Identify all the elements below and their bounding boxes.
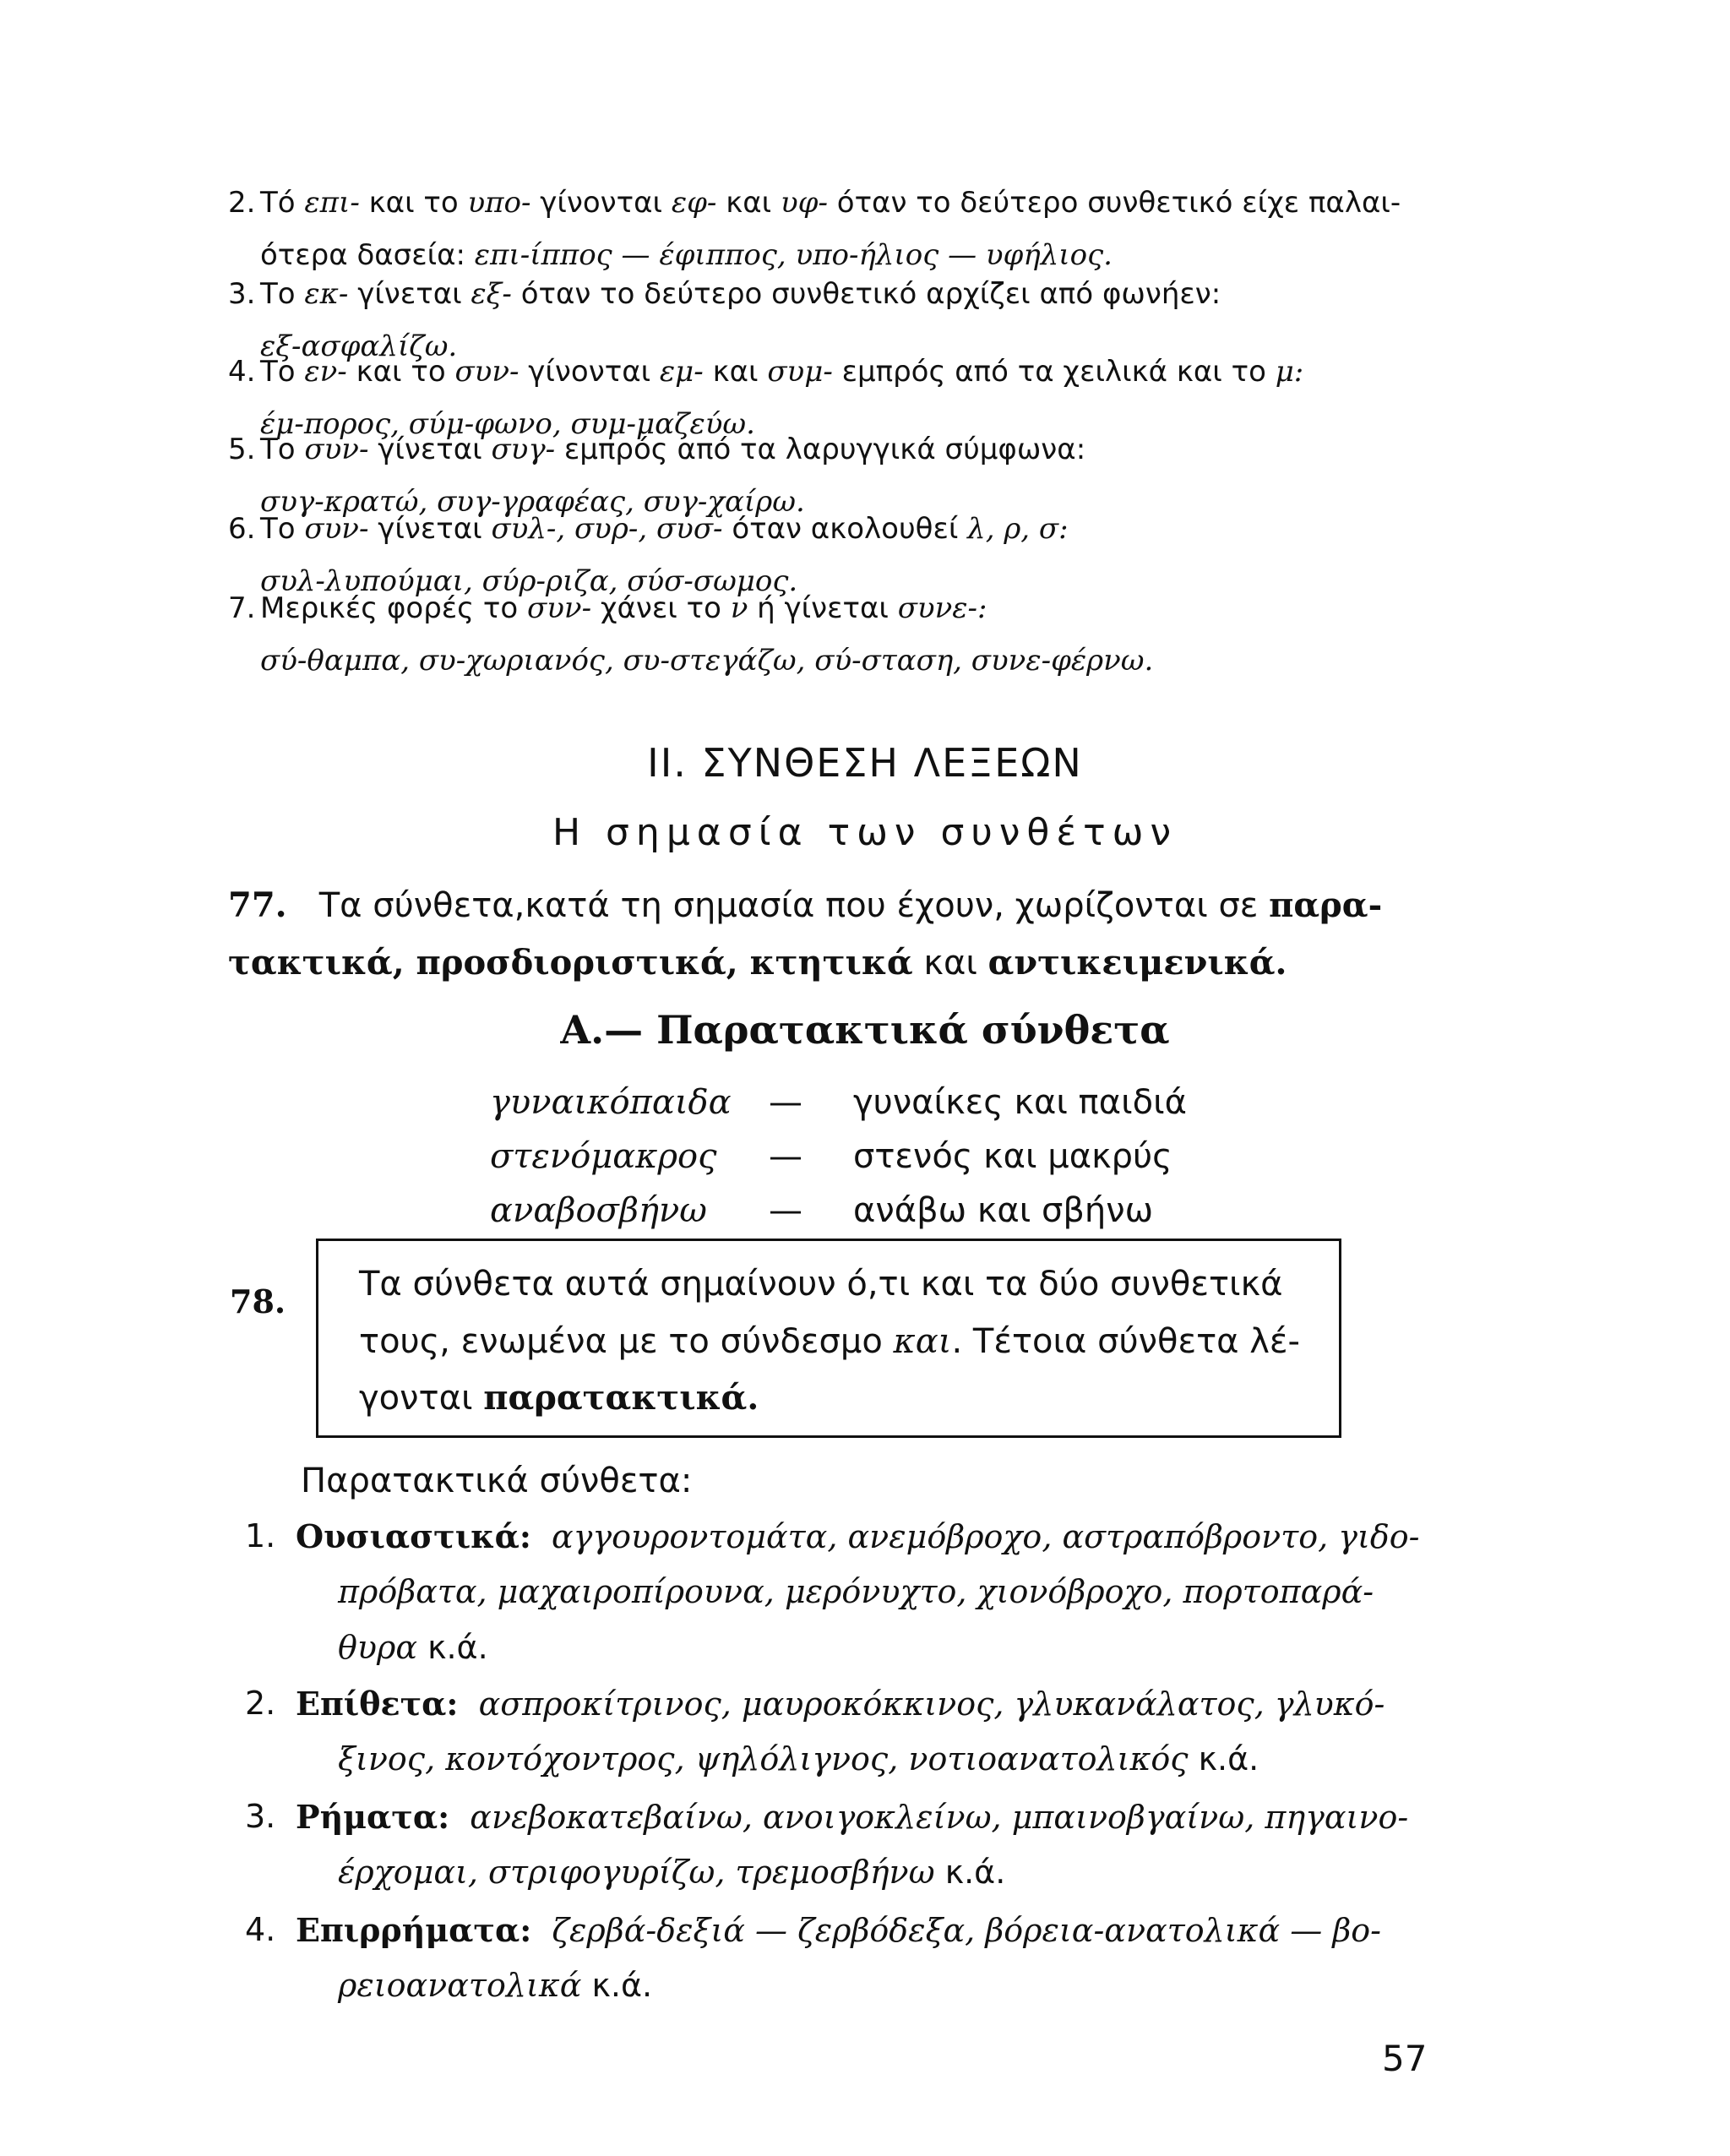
paragraph-77-line2: τακτικά, προσδιοριστικά, κτητικά και αντικειμενικά.	[228, 943, 1287, 983]
rule-example: συλ-λυπούμαι, σύρ-ριζα, σύσ-σωμος.	[260, 564, 798, 598]
box-line: τους, ενωμένα με το σύνδεσμο και. Τέτοια σύνθετα λέ-	[359, 1322, 1300, 1361]
examples-intro: Παρατακτικά σύνθετα:	[301, 1462, 693, 1500]
subsection-title: Α.— Παρατακτικά σύνθετα	[560, 1007, 1170, 1053]
rule-example: συγ-κρατώ, συγ-γραφέας, συγ-χαίρω.	[260, 485, 805, 519]
rule-example: εξ-ασφαλίζω.	[260, 329, 458, 363]
paragraph-number: 77.	[228, 885, 287, 925]
rule-box	[316, 1239, 1341, 1438]
page-number: 57	[1382, 2038, 1428, 2079]
rule-text: Το συν- γίνεται συγ- εμπρός από τα λαρυγγικά σύμφωνα:	[260, 433, 1086, 466]
rule-example: έμ-πορος, σύμ-φωνο, συμ-μαζεύω.	[260, 407, 755, 441]
box-line: Τα σύνθετα αυτά σημαίνουν ό,τι και τα δύο συνθετικά	[359, 1265, 1283, 1304]
rule-text: Μερικές φορές το συν- χάνει το ν ή γίνεται συνε-:	[260, 591, 987, 625]
rule-example: σύ-θαμπα, συ-χωριανός, συ-στεγάζω, σύ-σταση, συνε-φέρνω.	[260, 644, 1154, 678]
rule-text-cont: ότερα δασεία: επι-ίππος — έφιππος, υπο-ήλιος — υφήλιος.	[260, 238, 1113, 272]
section-title: II. ΣΥΝΘΕΣΗ ΛΕΞΕΩΝ	[647, 740, 1083, 786]
paragraph-77-line1: 77. Τα σύνθετα,κατά τη σημασία που έχουν, χωρίζονται σε παρα-	[228, 885, 1383, 925]
rule-number: 3.	[228, 277, 256, 311]
rule-text: Το εκ- γίνεται εξ- όταν το δεύτερο συνθετικό αρχίζει από φωνήεν:	[260, 277, 1221, 311]
rule-number: 7.	[228, 591, 256, 625]
rule-number: 6.	[228, 512, 256, 546]
section-subtitle: Η σημασία των συνθέτων	[552, 811, 1178, 854]
rule-number: 4.	[228, 355, 256, 389]
rule-text: Τό επι- και το υπο- γίνονται εφ- και υφ- όταν το δεύτερο συνθετικό είχε παλαι-	[260, 186, 1401, 220]
box-line: γονται παρατακτικά.	[359, 1378, 759, 1418]
rule-number: 2.	[228, 186, 256, 220]
book-page: 2. Τό επι- και το υπο- γίνονται εφ- και υφ- όταν το δεύτερο συνθετικό είχε παλαι- ότερα δασεία: επι-ίππος — έφιππος, υπο-ήλιος — υφήλιος. 3. Το εκ- γίνεται εξ- όταν το δεύτερο συνθετικό αρχίζει από φωνήεν: εξ-ασφαλίζω. 4. Το εν- και το συν- γίνονται εμ- και συμ- εμπρός από τα χειλικά και το μ: έμ-πορος, σύμ-φωνο, συμ-μαζεύω. 5. Το συν- γίνεται συγ- εμπρός από τα λαρυγγικά σύμφωνα: συγ-κρατώ, συγ-γραφέας, συγ-χαίρω. 6. Το συν- γίνεται συλ-, συρ-, συσ- όταν ακολουθεί λ, ρ, σ: συλ-λυπούμαι, σύρ-ριζα, σύσ-σωμος. 7. Μερικές φορές το συν- χάνει το ν ή γίνεται συνε-: σύ-θαμπα, συ-χωριανός, συ-στεγάζω, σύ-σταση, συνε-φέρνω. II. ΣΥΝΘΕΣΗ ΛΕΞΕΩΝ Η σημασία των συνθέτων 77. Τα σύνθετα,κατά τη σημασία που έχουν, χωρίζονται σε παρα- τακτικά, προσδιοριστικά, κτητικά και αντικειμενικά. Α.— Παρατακτικά σύνθετα γυναικόπαιδα — γυναίκες και παιδιά στενόμακρος — στενός και μακρύς αναβοσβήνω — ανάβω και σβήνω 78. Τα σύνθετα αυτά σημαίνουν ό,τι και τα δύο συνθετικά τους, ενωμένα με το σύνδεσμο και. Τέτοια σύνθετα λέ- γονται παρατακτικά. Παρατακτικά σύνθετα: 1. Ουσιαστικά: αγγουροντομάτα, ανεμόβροχο, αστραπόβροντο, γιδο- πρόβατα, μαχαιροπίρουνα, μερόνυχτο, χιονόβροχο, πορτοπαρά- θυρα κ.ά. 2. Επίθετα: ασπροκίτρινος, μαυροκόκκινος, γλυκανάλατος, γλυκό- ξινος, κοντόχοντρος, ψηλόλιγνος, νοτιοανατολικός κ.ά. 3. Ρήματα: ανεβοκατεβαίνω, ανοιγοκλείνω, μπαινοβγαίνω, πηγαινο- έρχομαι, στριφογυρίζω, τρεμοσβήνω κ.ά. 4. Επιρρήματα: ζερβά-δεξιά — ζερβόδεξα, βόρεια-ανατολικά — βο- ρειοανατολικά κ.ά. 57	[0, 0, 1730, 2156]
paragraph-78-number: 78.	[230, 1282, 286, 1320]
rule-number: 5.	[228, 433, 256, 466]
rule-text: Το εν- και το συν- γίνονται εμ- και συμ- εμπρός από τα χειλικά και το μ:	[260, 355, 1304, 389]
rule-text: Το συν- γίνεται συλ-, συρ-, συσ- όταν ακολουθεί λ, ρ, σ:	[260, 512, 1069, 546]
